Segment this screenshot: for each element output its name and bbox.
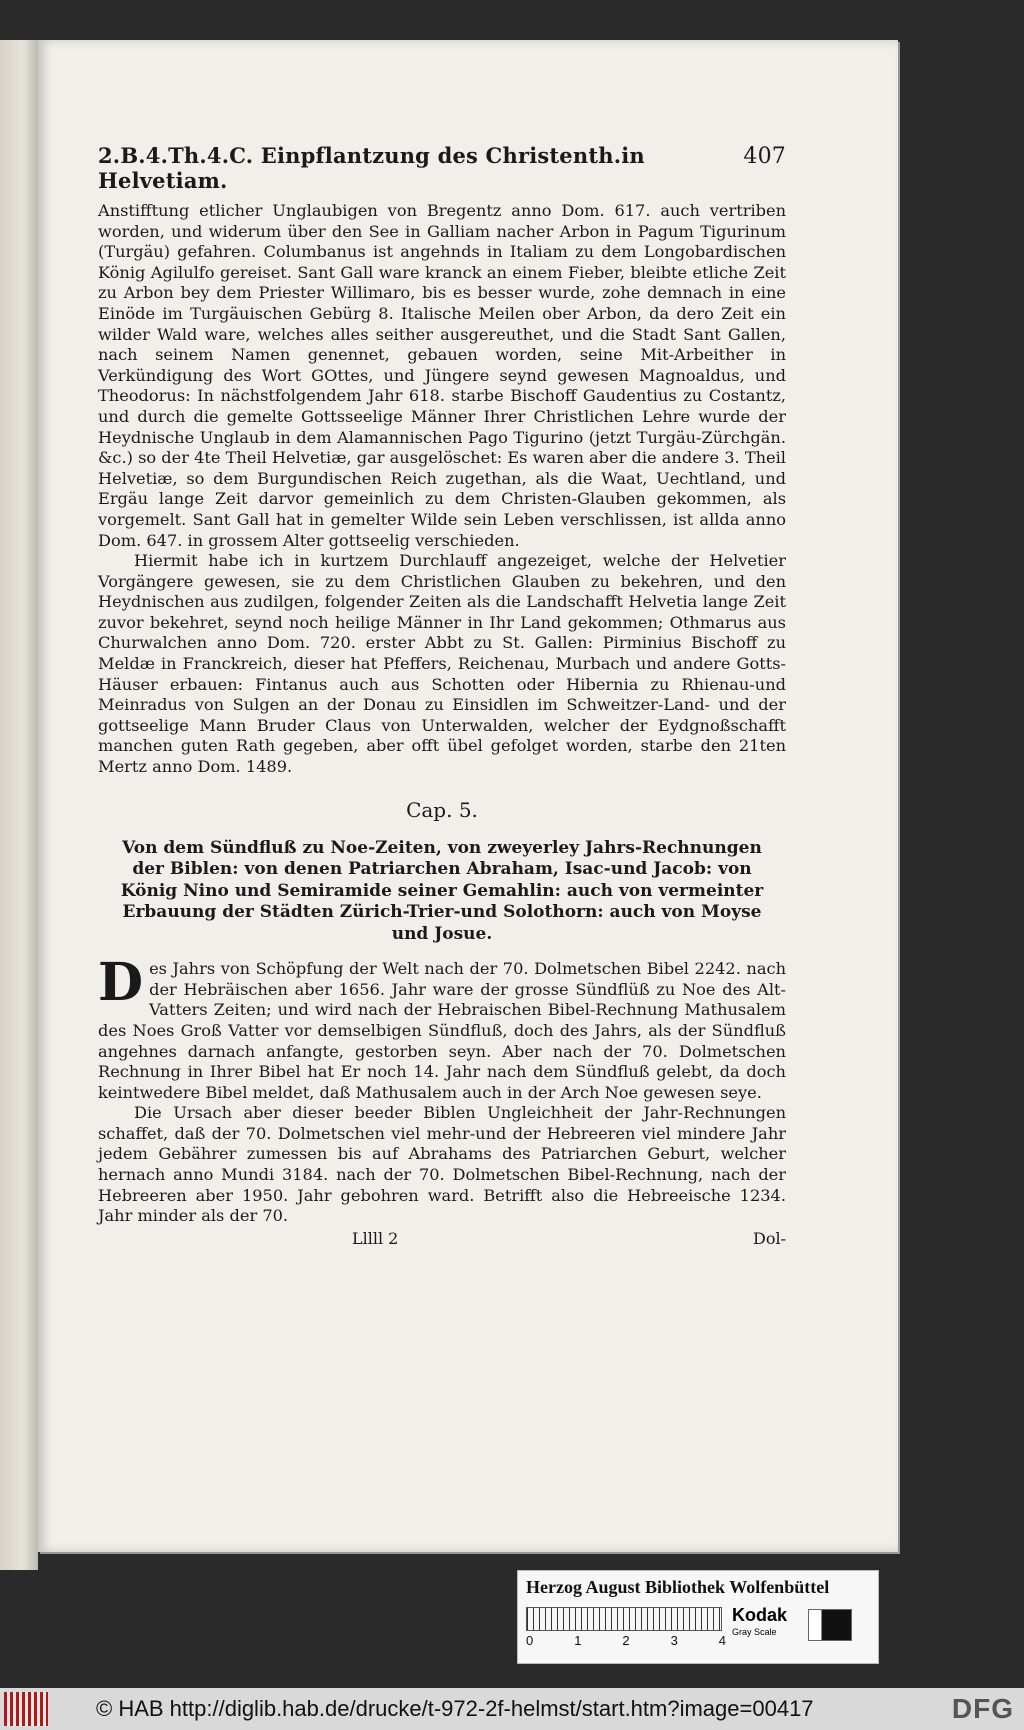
- ruler-number: 3: [670, 1633, 678, 1648]
- ruler-number: 4: [718, 1633, 726, 1648]
- library-logo-icon: [4, 1692, 48, 1726]
- gray-scale-patch: [808, 1609, 852, 1641]
- book-page: [38, 40, 898, 1552]
- paragraph: Hiermit habe ich in kurtzem Durchlauff angezeiget, welche der Helvetier Vorgängere gewesen, sie zu dem Christlichen Glauben zu bekehren, und den Heydnischen aus zudilgen, folgender Zeiten als die Landschafft Helvetia lange Zeit zuvor bekehret, seynd noch heilige Männer in Ihr Land gekommen; Othmarus aus Churwalchen anno Dom. 720. erster Abbt zu St. Gallen: Pirminius Bischoff zu Meldæ in Franckreich, dieser hat Pfeffers, Reichenau, Murbach und andere Gotts-Häuser erbauen: Fintanus auch aus Schotten oder Hibernia zu Rhienau-und Meinradus von Sulgen an der Donau zu Einsidlen im Schweitzer-Land- und der gottseelige Mann Bruder Claus von Unterwalden, welcher der Eydgnoßschafft manchen guten Rath gegeben, aber offt übel gefolget worden, starbe den 21ten Mertz anno Dom. 1489.: [98, 551, 786, 777]
- kodak-logo: Kodak: [732, 1605, 788, 1625]
- ruler-numbers: [526, 1633, 726, 1648]
- chapter-label: Cap. 5.: [406, 797, 478, 822]
- signature-mark: Lllll 2: [352, 1228, 399, 1248]
- ruler-number: 1: [574, 1633, 582, 1648]
- gray-scale-label: Gray Scale: [732, 1627, 777, 1637]
- color-calibration-card: [517, 1570, 879, 1664]
- page-content: [98, 143, 786, 1248]
- chapter-title: Von dem Sündfluß zu Noe-Zeiten, von zweyerley Jahrs-Rechnungen der Biblen: von denen Patriarchen Abraham, Isac-und Jacob: von König Nino und Semiramide seiner Gemahlin: auch von vermeinter Erbauung der Städten Zürich-Trier-und Solothorn: auch von Moyse und Josue.: [120, 837, 764, 944]
- ruler-number: 2: [622, 1633, 630, 1648]
- page-footer: [98, 1229, 786, 1248]
- running-head: [98, 143, 786, 193]
- source-url[interactable]: © HAB http://diglib.hab.de/drucke/t-972-2f-helmst/start.htm?image=00417: [96, 1696, 814, 1721]
- ruler-scale: [526, 1607, 722, 1631]
- running-head-title: 2.B.4.Th.4.C. Einpflantzung des Christenth.in Helvetiam.: [98, 143, 645, 193]
- viewer-footer-bar: [0, 1688, 1024, 1730]
- ruler-number: 0: [526, 1633, 534, 1648]
- paragraph: Anstifftung etlicher Unglaubigen von Bregentz anno Dom. 617. auch vertriben worden, und widerum über den See in Galliam nacher Arbon in Pagum Tigurinum (Turgäu) gefahren. Columbanus ist angehnds in Italiam zu dem Longobardischen König Agilulfo gereiset. Sant Gall ware kranck an einem Fieber, bleibte etliche Zeit zu Arbon bey dem Priester Willimaro, bis es besser wurde, zohe demnach in eine Einöde im Turgäuischen Gebürg 8. Italische Meilen ober Arbon, da dero Zeit ein wilder Wald ware, welches alles seither ausgereuthet, und die Stadt Sant Gallen, nach seinem Namen genennet, gebauen worden, seine Mit-Arbeither in Verkündigung des Wort GOttes, und Jüngere seynd gewesen Magnoaldus, und Theodorus: In nächstfolgendem Jahr 618. starbe Bischoff Gaudentius zu Costantz, und durch die gemelte Gottsseelige Männer Ihrer Christlichen Lehre wurde der Heydnische Unglaub in dem Alamannischen Pago Tigurino (jetzt Turgäu-Zürchgän. &c.) so der 4te Theil Helvetiæ, gar ausgelöschet: Es waren aber die andere 3. Theil Helvetiæ, so dem Burgundischen Reich zugethan, als die Waat, Uechtland, und Ergäu lange Zeit darvor gemeinlich zu dem Christen-Glauben gekommen, als vorgemelt. Sant Gall hat in gemelter Wilde sein Leben verschlissen, ist allda anno Dom. 647. in grossem Alter gottseelig verschieden.: [98, 201, 786, 550]
- catchword: Dol-: [753, 1228, 786, 1248]
- page-number: 407: [743, 144, 786, 169]
- dfg-logo: DFG: [951, 1693, 1014, 1724]
- card-title: Herzog August Bibliothek Wolfenbüttel: [526, 1577, 830, 1597]
- previous-page-edge: [0, 40, 38, 1570]
- paragraph: Die Ursach aber dieser beeder Biblen Ungleichheit der Jahr-Rechnungen schaffet, daß der 70. Dolmetschen viel mehr-und der Hebreeren viel mindere Jahr jedem Gebährer zumessen bis auf Abrahams des Patriarchen Geburt, welcher hernach anno Mundi 3184. nach der 70. Dolmetschen Bibel-Rechnung, nach der Hebreeren aber 1950. Jahr gebohren ward. Betrifft also die Hebreeische 1234. Jahr minder als der 70.: [98, 1103, 786, 1226]
- paragraph-with-initial: Des Jahrs von Schöpfung der Welt nach der 70. Dolmetschen Bibel 2242. nach der Hebräischen aber 1656. Jahr ware der grosse Sündflüß zu Noe des Alt-Vatters Zeiten; und wird nach der Hebraischen Bibel-Rechnung Mathusalem des Noes Groß Vatter vor demselbigen Sündfluß, doch des Jahrs, als der Sündfluß angehnes darnach anfangte, gestorben seyn. Aber nach der 70. Dolmetschen Rechnung in Ihrer Bibel hat Er noch 14. Jahr nach dem Sündfluß gelebt, da doch keintwedere Bibel meldet, daß Mathusalem auch in der Arch Noe gewesen seye.: [98, 952, 786, 1102]
